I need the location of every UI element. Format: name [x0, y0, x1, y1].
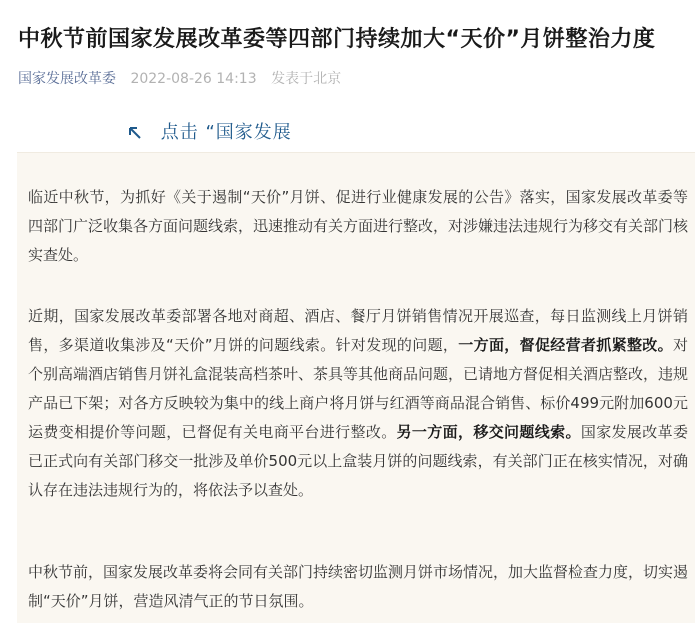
- publish-location: 发表于北京: [271, 71, 342, 87]
- follow-banner-text: 点击 “国家发展: [160, 122, 292, 143]
- arrow-up-left-icon: [128, 122, 142, 143]
- article-content: [17, 152, 695, 623]
- paragraph-2-text-e: 国家发展改革委已正式向有关部门移交一批涉及单价500元以上盒装月饼的问题线索，有关部门正在核实情况，对确认存在违法违规行为的，将依法予以查处。: [28, 423, 688, 499]
- publish-datetime: 2022-08-26 14:13: [130, 71, 257, 87]
- paragraph-2-text-c: 对个别高端酒店销售月饼礼盒混装高档茶叶、茶具等其他商品问题，已请地方督促相关酒店整改，违规产品已下架；对各方反映较为集中的线上商户将月饼与红酒等商品混合销售、标价499元附加600元运费变相提价等问题，已督促有关电商平台进行整改。: [28, 336, 689, 441]
- paragraph-3: 中秋节前，国家发展改革委将会同有关部门持续密切监测月饼市场情况，加大监督检查力度，切实遏制“天价”月饼，营造风清气正的节日氛围。: [28, 563, 689, 610]
- follow-banner[interactable]: [128, 118, 292, 144]
- article-title: 中秋节前国家发展改革委等四部门持续加大“天价”月饼整治力度: [18, 27, 656, 52]
- paragraph-2-bold-b: 另一方面，移交问题线索。: [396, 423, 581, 441]
- paragraph-2-text-a: 近期，国家发展改革委部署各地对商超、酒店、餐厅月饼销售情况开展巡查，每日监测线上月饼销售，多渠道收集涉及“天价”月饼的问题线索。针对发现的问题，: [28, 307, 688, 354]
- paragraph-2-bold-a: 一方面，督促经营者抓紧整改。: [458, 336, 673, 354]
- paragraph-2: [28, 302, 688, 505]
- account-name-link[interactable]: 国家发展改革委: [18, 71, 116, 87]
- paragraph-1: 临近中秋节，为抓好《关于遏制“天价”月饼、促进行业健康发展的公告》落实，国家发展改革委等四部门广泛收集各方面问题线索，迅速推动有关方面进行整改，对涉嫌违法违规行为移交有关部门核实查处。: [28, 188, 689, 264]
- article-meta: [18, 68, 341, 88]
